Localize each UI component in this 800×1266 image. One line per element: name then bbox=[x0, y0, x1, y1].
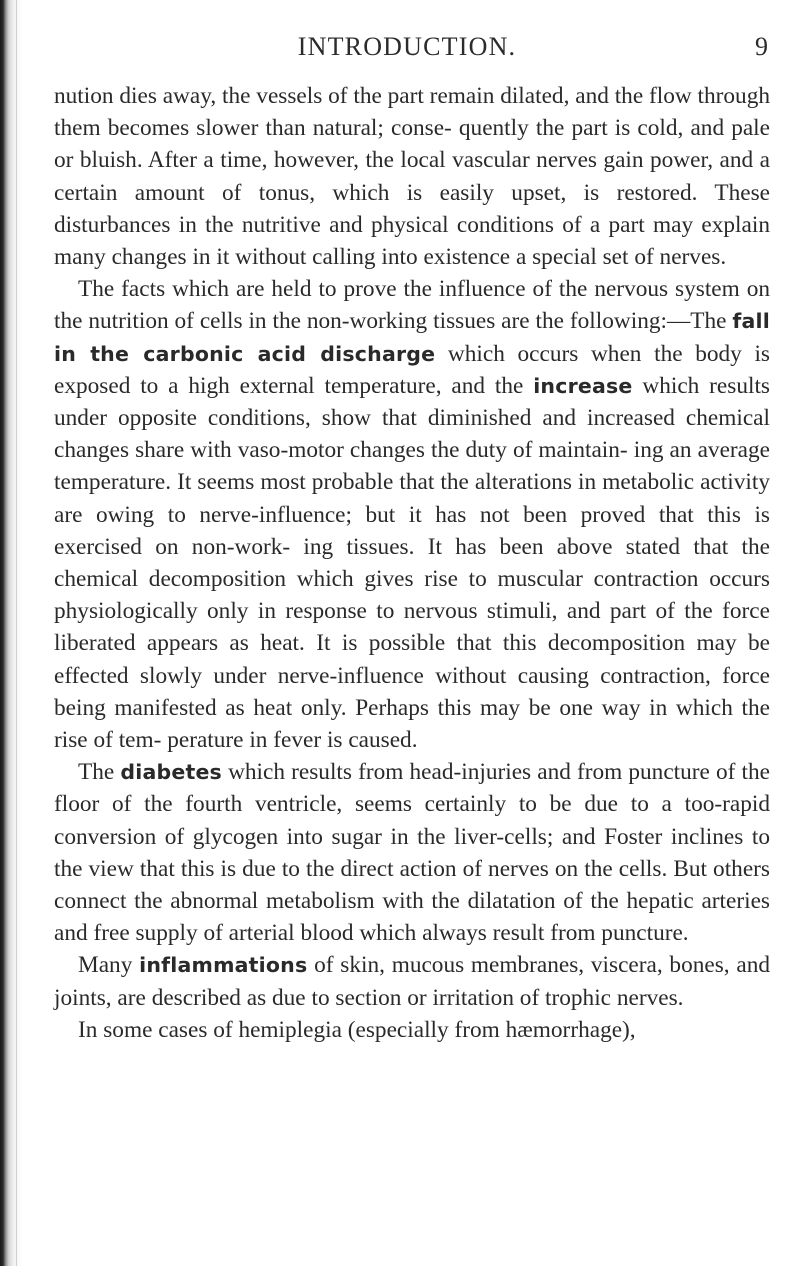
paragraph-5-text: In some cases of hemiplegia (especially from hæmorrhage), bbox=[78, 1016, 636, 1043]
term-diabetes: diabetes bbox=[120, 760, 222, 785]
paragraph-3 bbox=[54, 756, 770, 949]
paragraph-2-text-between: which occurs when the body is exposed to a high external temperature, and the bbox=[54, 340, 770, 399]
paragraph-1-text: nution dies away, the vessels of the part remain dilated, and the flow through them becomes slower than natural; conse- quently the part is cold, and pale or bluish. After a time, however, the local vascular nerves gain power, and a certain amount of tonus, which is easily upset, is restored. These disturbances in the nutritive and physical conditions of a part may explain many changes in it without calling into existence a special set of nerves. bbox=[54, 83, 770, 271]
term-increase: increase bbox=[533, 373, 633, 398]
paragraph-4-text-after: of skin, mucous membranes, viscera, bones, and joints, are described as due to section or irritation of trophic nerves. bbox=[54, 952, 770, 1011]
paragraph-2-text-before: The facts which are held to prove the influence of the nervous system on the nutrition of cells in the non-working tissues are the following:—The bbox=[54, 276, 770, 335]
book-binding-edge bbox=[0, 0, 28, 1266]
paragraph-4 bbox=[54, 949, 770, 1013]
paragraph-3-text-after: which results from head-injuries and from puncture of the floor of the fourth ventricle, seems certainly to be due to a too-rapid conversion of glycogen into sugar in the liver-cells; and Foster inclines to the view that this is due to the direct action of nerves on the cells. But others connect the abnormal metabolism with the dilatation of the hepatic arteries and free supply of arterial blood which always result from puncture. bbox=[54, 759, 770, 947]
running-title: INTRODUCTION. bbox=[297, 32, 517, 61]
running-head bbox=[46, 28, 768, 68]
page-number: 9 bbox=[755, 32, 768, 61]
term-carbonic-acid: fall in the carbonic acid discharge bbox=[54, 309, 770, 366]
paragraph-3-text-before: The bbox=[78, 759, 121, 786]
paragraph-2-text-after: which results under opposite conditions, show that diminished and increased chemical changes share with vaso-motor changes the duty of maintain- ing an average temperature. It seems most probable that the alterations in metabolic activity are owing to nerve-influence; but it has not been proved that this is exercised on non-work- ing tissues. It has been above stated that the chemical decomposition which gives rise to muscular contraction occurs physiologically only in response to nervous stimuli, and part of the force liberated appears as heat. It is possible that this decomposition may be effected slowly under nerve-influence without causing contraction, force being manifested as heat only. Perhaps this may be one way in which the rise of tem- perature in fever is caused. bbox=[54, 372, 770, 754]
term-inflammations: inflammations bbox=[139, 953, 308, 978]
paragraph-2 bbox=[54, 273, 770, 756]
paragraph-4-text-before: Many bbox=[78, 952, 140, 979]
body-text bbox=[54, 80, 770, 1046]
paragraph-1 bbox=[54, 80, 770, 273]
paragraph-5 bbox=[54, 1014, 770, 1046]
